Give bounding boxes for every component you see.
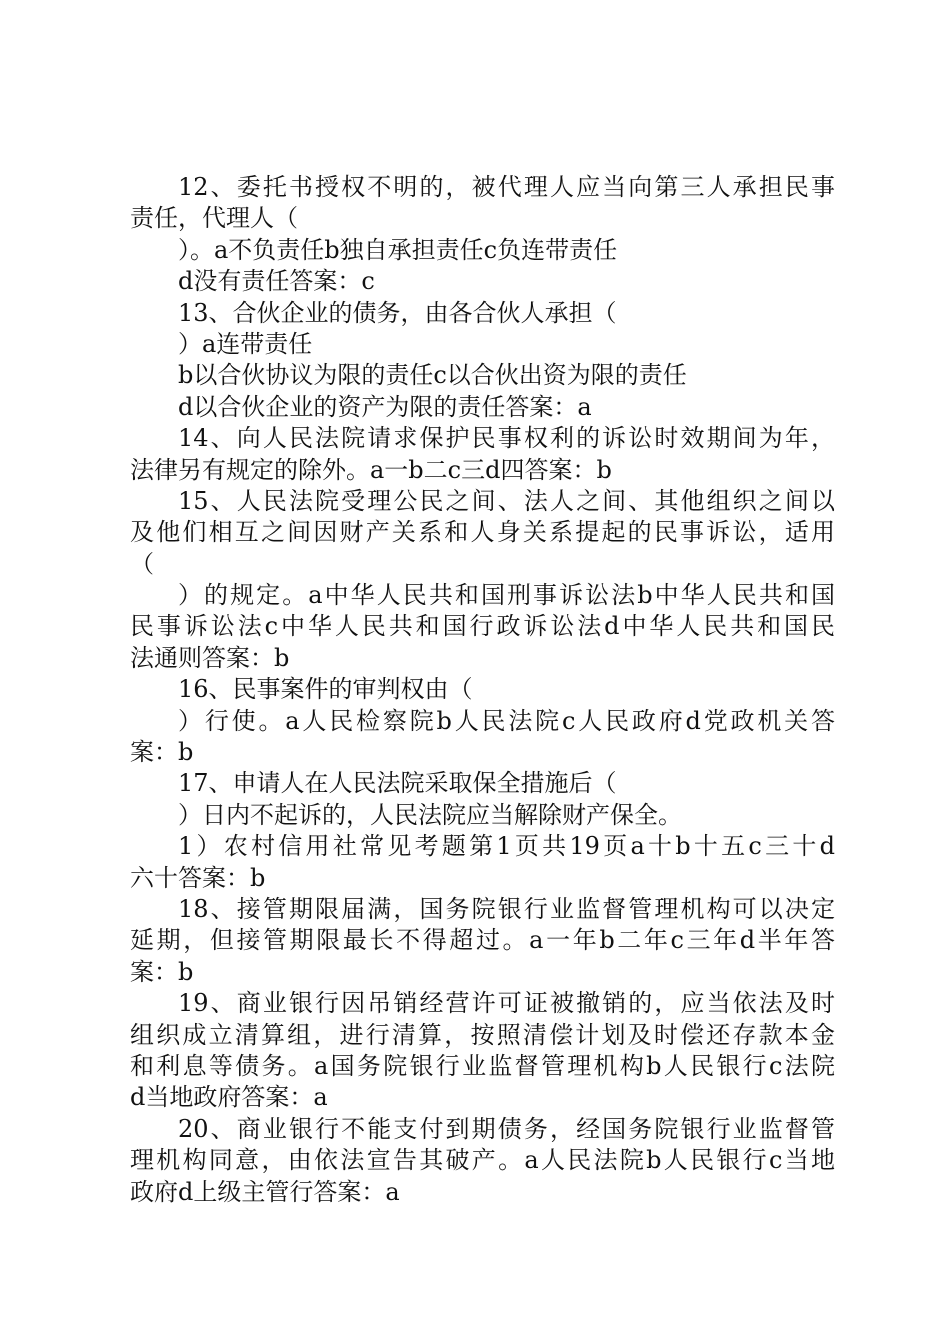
text-line: 14、向人民法院请求保护民事权利的诉讼时效期间为年， xyxy=(178,424,835,453)
text-line: 18、接管期限届满，国务院银行业监督管理机构可以决定 xyxy=(178,894,835,923)
text-line: d没有责任答案：c xyxy=(178,267,375,296)
text-line: 组织成立清算组，进行清算，按照清偿计划及时偿还存款本金 xyxy=(130,1020,835,1049)
text-line: ）的规定。a中华人民共和国刑事诉讼法b中华人民共和国 xyxy=(178,581,835,610)
text-line: 和利息等债务。a国务院银行业监督管理机构b人民银行c法院 xyxy=(130,1051,835,1080)
text-line: ）a连带责任 xyxy=(178,329,313,358)
text-line: 责任，代理人（ xyxy=(130,204,298,233)
text-line: 理机构同意，由依法宣告其破产。a人民法院b人民银行c当地 xyxy=(130,1146,835,1175)
text-line: 及他们相互之间因财产关系和人身关系提起的民事诉讼，适用 xyxy=(130,518,835,547)
text-line: 案：b xyxy=(130,738,194,767)
text-line: 案：b xyxy=(130,957,194,986)
text-line: 法通则答案：b xyxy=(130,643,290,672)
text-line: ）日内不起诉的，人民法院应当解除财产保全。 xyxy=(178,800,682,829)
text-line: 政府d上级主管行答案：a xyxy=(130,1177,400,1206)
text-line: 六十答案：b xyxy=(130,863,266,892)
text-line: 13、合伙企业的债务，由各合伙人承担（ xyxy=(178,298,617,327)
text-line: d当地政府答案：a xyxy=(130,1083,328,1112)
text-line: b以合伙协议为限的责任c以合伙出资为限的责任 xyxy=(178,361,687,390)
text-line: 15、人民法院受理公民之间、法人之间、其他组织之间以 xyxy=(178,486,835,515)
text-line: ）。a不负责任b独自承担责任c负连带责任 xyxy=(178,235,618,264)
text-line: 12、委托书授权不明的，被代理人应当向第三人承担民事 xyxy=(178,173,835,201)
text-line: （ xyxy=(130,549,154,578)
text-line: 16、民事案件的审判权由（ xyxy=(178,675,473,704)
text-line: 民事诉讼法c中华人民共和国行政诉讼法d中华人民共和国民 xyxy=(130,612,835,641)
text-line: 19、商业银行因吊销经营许可证被撤销的，应当依法及时 xyxy=(178,989,835,1018)
text-line: ）行使。a人民检察院b人民法院c人民政府d党政机关答 xyxy=(178,706,835,735)
text-line: 17、申请人在人民法院采取保全措施后（ xyxy=(178,769,617,798)
document-body xyxy=(130,172,835,1208)
text-line: 法律另有规定的除外。a一b二c三d四答案：b xyxy=(130,455,612,484)
text-line: d以合伙企业的资产为限的责任答案：a xyxy=(178,392,592,421)
text-line: 20、商业银行不能支付到期债务，经国务院银行业监督管 xyxy=(178,1114,835,1143)
text-line: 1）农村信用社常见考题第1页共19页a十b十五c三十d xyxy=(178,832,835,861)
text-line: 延期，但接管期限最长不得超过。a一年b二年c三年d半年答 xyxy=(130,926,835,955)
